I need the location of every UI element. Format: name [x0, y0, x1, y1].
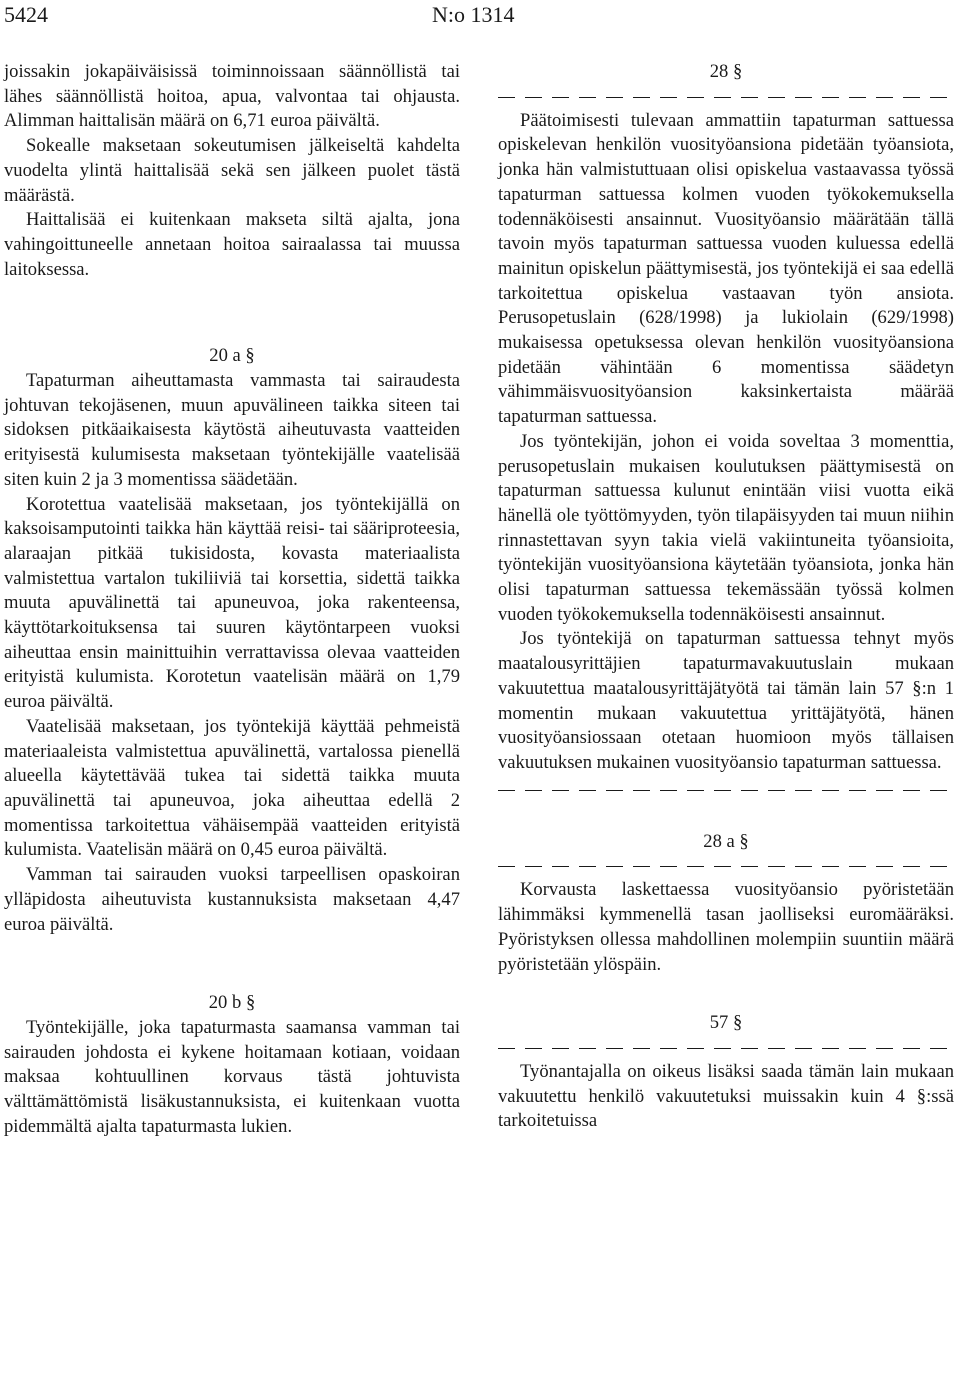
section-heading: 57 §: [709, 1012, 743, 1034]
section-20b: [4, 991, 460, 1139]
omission-rule: [498, 858, 954, 872]
omission-rule: [498, 782, 954, 796]
paragraph: joissakin jokapäiväisissä toiminnoissaan säännöllistä tai lähes säännöllistä hoitoa, apua, valvontaa tai ohjausta. Alimman haittalisän määrä on 6,71 euroa päivältä.: [4, 61, 460, 132]
section-28: [498, 60, 954, 796]
paragraph: Tapaturman aiheuttamasta vammasta tai sairaudesta johtuvan tekojäsenen, muun apuvälineen taikka siteen tai sidoksen pitkäaikaisesta käytöstä aiheutuvasta vaatteiden erityisestä kulumisesta maksetaan työntekijälle vaatelisää siten kuin 2 ja 3 momentissa säädetään.: [4, 370, 460, 490]
paragraph: Vamman tai sairauden vuoksi tarpeellisen opaskoiran ylläpidosta aiheutuvista kustannuksista maksetaan 4,47 euroa päivältä.: [4, 864, 460, 935]
omission-rule: [498, 1040, 954, 1054]
page-header: [4, 0, 956, 34]
paragraph: Jos työntekijän, johon ei voida soveltaa 3 momenttia, perusopetuslain mukaisen koulutuksen päättymisestä on tapaturman sattuessa kulunut enintään viisi vuotta eikä hänellä ole työttömyyden, työn tilapäisyyden tai muun niihin rinnastettavan syyn takia vielä vakiintuneita työansioita, työntekijän vuosityöansiona käytetään työansiota, jonka hän olisi tapaturman sattuessa tekemässään työssä kolmen vuoden työkokemuksella todennäköisesti ansainnut.: [498, 430, 954, 625]
page-number: 5424: [4, 2, 48, 27]
section-28a: [498, 830, 954, 978]
section-57: [498, 1011, 954, 1134]
omission-rule: [498, 89, 954, 103]
paragraph: Työntekijälle, joka tapaturmasta saamansa vamman tai sairauden johdosta ei kykene hoitamaan kotiaan, voidaan maksaa kohtuullinen korvaus tästä johtuvista välttämättömistä lisäkustannuksista, ei kuitenkaan vuotta pidemmältä ajalta tapaturmasta lukien.: [4, 1016, 460, 1137]
paragraph: Sokealle maksetaan sokeutumisen jälkeiseltä kahdelta vuodelta ylintä haittalisää sekä sen jälkeen puolet tästä määrästä.: [4, 135, 460, 206]
section-heading: 20 b §: [208, 992, 256, 1014]
paragraph: Korvausta laskettaessa vuosityöansio pyöristetään lähimmäksi kymmenellä tasan jaolliseksi euromääräksi. Pyöristyksen ollessa mahdollinen molempiin suuntiin määrä pyöristetään ylöspäin.: [498, 879, 954, 975]
paragraph: Vaatelisää maksetaan, jos työntekijä käyttää pehmeistä materiaaleista valmistettua apuvälinettä, vartalossa pienellä alueella käytettävää tukea tai sidettä taikka muuta apuvälinettä tai apuneuvoa, joka aiheuttaa edellä 2 momentissa tarkoitettua vähäisempää vaatteiden erityistä kulumista. Vaatelisän määrä on 0,45 euroa päivältä.: [4, 715, 460, 861]
paragraph: Päätoimisesti tulevaan ammattiin tapaturman sattuessa opiskelevan henkilön vuosityöansiona pidetään työansiota, jonka hän valmistuttuaan olisi opiskelua vastaavassa työssä tapaturman sattuessa kolmen vuoden työkokemuksella todennäköisesti ansainnut. Vuosityöansio määrätään tällä tavoin myös tapaturman sattuessa vuoden kuluessa edellä mainitun opiskelun päättymisestä, jos työntekijä ei saa edellä tarkoitettua opiskelua vastaavan työn ansiota. Perusopetuslain (628/1998) ja lukiolain (629/1998) mukaisessa opetuksessa olevan henkilön vuosityöansiona pidetään vähintään 6 momentissa säädetyn vähimmäisvuosityöansion kaksinkertaista määrää tapaturman sattuessa.: [498, 109, 954, 428]
left-column: [4, 60, 460, 1139]
section-heading: 20 a §: [209, 345, 255, 367]
paragraph: Jos työntekijä on tapaturman sattuessa tehnyt myös maatalousyrittäjien tapaturmavakuutuslain mukaan vakuutettua maatalousyrittäjätyötä tai tämän lain 57 §:n 1 momentin mukaan vakuutettua yrittäjätyötä, hänen vuosityöansiossaan otetaan huomioon myös tällaisen vakuutuksen mukainen vuosityöansio tapaturman sattuessa.: [498, 628, 954, 773]
paragraph: Työnantajalla on oikeus lisäksi saada tämän lain mukaan vakuutettu henkilö vakuutetuksi muissakin kuin 4 §:ssä tarkoitetuissa: [498, 1060, 954, 1132]
section-20a: [4, 344, 460, 937]
right-column: [498, 60, 954, 1134]
issue-number: N:o 1314: [432, 2, 515, 27]
paragraph: Korotettua vaatelisää maksetaan, jos työntekijällä on kaksoisamputointi taikka hän käyttää reisi- tai sääriproteesia, alaraajan pitkää tukisidosta, kovasta materiaalista valmistettua vartalon tukiliiviä tai korsettia, sidettä taikka muuta apuvälinettä tai apuneuvoa, joka rakenteensa, käyttötarkoituksensa tai suuren käytöntarpeen vuoksi aiheuttaa ensin mainittuihin verrattavissa olevaa vaatteiden erityistä kulumista. Korotetun vaatelisän määrä on 1,79 euroa päivältä.: [4, 493, 460, 713]
paragraph: Haittalisää ei kuitenkaan makseta siltä ajalta, jona vahingoittuneelle annetaan hoitoa sairaalassa tai muussa laitoksessa.: [4, 209, 460, 280]
section-heading: 28 a §: [703, 830, 749, 852]
section-heading: 28 §: [709, 61, 743, 82]
